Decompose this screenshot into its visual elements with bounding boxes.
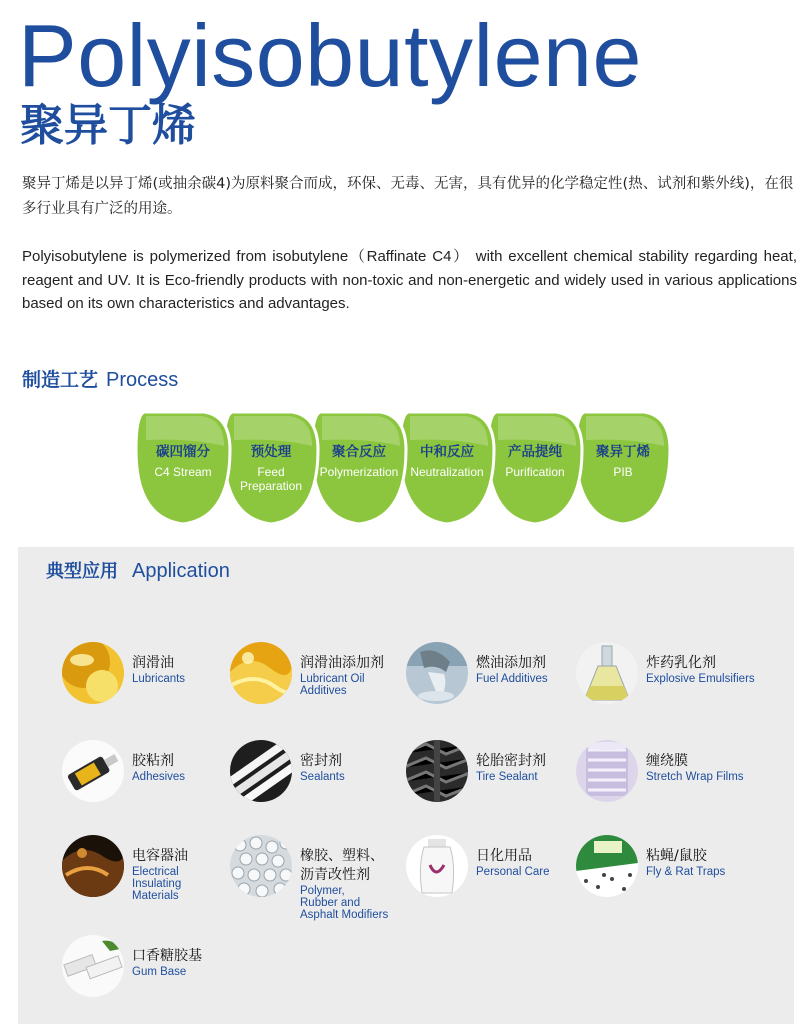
page-title-en: Polyisobutylene [18, 6, 642, 105]
process-step-en: C4 Stream [154, 465, 212, 479]
application-label-en: Gum Base [132, 966, 187, 978]
glue-bottle-icon [62, 740, 124, 802]
process-step-label [220, 443, 322, 493]
application-label-en: Personal Care [476, 866, 550, 878]
process-step-6 [572, 410, 674, 528]
application-item [576, 740, 766, 830]
process-step-3 [308, 410, 410, 528]
application-label-en: Lubricant Oil Additives [300, 673, 365, 697]
application-label-zh: 日化用品 [476, 848, 532, 864]
process-step-label [308, 443, 410, 479]
oil-drop-icon [62, 642, 124, 704]
film-roll-icon [576, 740, 638, 802]
application-label-zh: 橡胶、塑料、 沥青改性剂 [300, 848, 384, 883]
process-step-en: Purification [505, 465, 565, 479]
fuel-pump-icon [406, 642, 468, 704]
process-step-2 [220, 410, 322, 528]
process-step-zh: 产品提纯 [508, 444, 562, 460]
application-label-zh: 缠绕膜 [646, 753, 688, 769]
pellets-icon [230, 835, 292, 897]
process-heading-en: Process [106, 369, 179, 391]
application-label-zh: 润滑油 [132, 655, 174, 671]
application-item [62, 740, 252, 830]
application-label-zh: 胶粘剂 [132, 753, 174, 769]
application-label-zh: 粘蝇/鼠胶 [646, 848, 707, 864]
process-step-5 [484, 410, 586, 528]
process-step-zh: 聚合反应 [332, 444, 386, 460]
application-label-zh: 燃油添加剂 [476, 655, 546, 671]
process-step-label [484, 443, 586, 479]
process-step-en: Polymerization [319, 465, 399, 479]
trap-board-icon [576, 835, 638, 897]
application-label-en: Sealants [300, 771, 345, 783]
lotion-bottle-icon [406, 835, 468, 897]
process-step-label [132, 443, 234, 479]
process-step-4 [396, 410, 498, 528]
application-item [406, 642, 596, 732]
application-item [406, 740, 596, 830]
process-step-1 [132, 410, 234, 528]
process-step-label [572, 443, 674, 479]
application-item [62, 835, 252, 925]
process-step-label [396, 443, 498, 479]
application-label-en: Fuel Additives [476, 673, 548, 685]
application-panel [18, 547, 794, 1024]
application-item [230, 642, 420, 732]
application-item [576, 642, 766, 732]
application-label-en: Stretch Wrap Films [646, 771, 744, 783]
intro-paragraph-en: Polyisobutylene is polymerized from isobutylene（Raffinate C4） with excellent chemical stability regarding heat, reagent and UV. It is Eco-friendly products with non-toxic and non-energetic and widely used in various applications based on its own characteristics and advantages. [22, 248, 797, 312]
tire-tread-icon [406, 740, 468, 802]
application-item [230, 740, 420, 830]
application-item [576, 835, 766, 925]
application-label-zh: 口香糖胶基 [132, 948, 202, 964]
sealant-sticks-icon [230, 740, 292, 802]
application-heading-en: Application [132, 560, 230, 582]
application-item [62, 935, 252, 1024]
process-step-zh: 中和反应 [420, 444, 474, 460]
application-label-zh: 润滑油添加剂 [300, 655, 384, 671]
intro-paragraph-zh: 聚异丁烯是以异丁烯(或抽余碳4)为原料聚合而成，环保、无毒、无害，具有优异的化学稳定性(热、试剂和紫外线)，在很多行业具有广泛的用途。 [22, 176, 794, 217]
process-heading-zh: 制造工艺 [22, 369, 99, 391]
application-label-en: Lubricants [132, 673, 186, 685]
application-item [230, 835, 420, 925]
page-title-zh: 聚异丁烯 [20, 100, 196, 151]
oil-swirl-icon [230, 642, 292, 704]
application-label-zh: 轮胎密封剂 [476, 753, 546, 769]
capacitor-oil-icon [62, 835, 124, 897]
process-step-zh: 预处理 [250, 444, 292, 460]
application-item [406, 835, 596, 925]
application-item [62, 642, 252, 732]
application-label-en: Electrical Insulating Materials [132, 866, 182, 902]
application-label-zh: 密封剂 [300, 753, 342, 769]
application-label-en: Adhesives [132, 771, 186, 783]
gum-icon [62, 935, 124, 997]
process-heading [22, 365, 178, 392]
process-step-en: Feed Preparation [239, 465, 303, 493]
flask-icon [576, 642, 638, 704]
application-heading-zh: 典型应用 [46, 561, 118, 582]
application-heading [46, 557, 230, 583]
process-step-en: Neutralization [410, 465, 484, 479]
process-flow [0, 410, 812, 535]
application-label-en: Explosive Emulsifiers [646, 673, 755, 685]
application-label-en: Tire Sealant [476, 771, 538, 783]
application-label-zh: 电容器油 [132, 848, 188, 864]
application-label-en: Polymer, Rubber and Asphalt Modifiers [300, 885, 389, 921]
application-label-en: Fly & Rat Traps [646, 866, 726, 878]
process-step-zh: 聚异丁烯 [596, 444, 650, 460]
process-step-zh: 碳四馏分 [156, 444, 210, 460]
process-step-en: PIB [613, 465, 633, 479]
application-label-zh: 炸药乳化剂 [646, 655, 716, 671]
